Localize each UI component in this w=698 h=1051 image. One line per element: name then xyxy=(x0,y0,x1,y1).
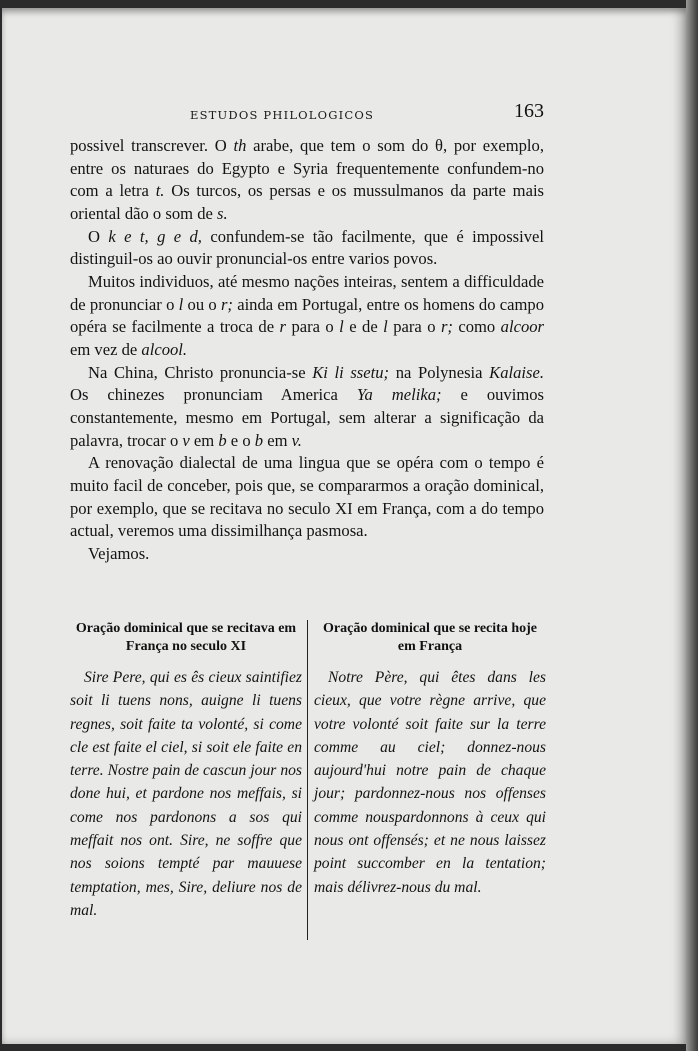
text-segment: Vejamos. xyxy=(88,543,150,563)
italic-term: r; xyxy=(220,294,233,314)
italic-term: l xyxy=(383,317,388,337)
italic-term: alcoor xyxy=(500,317,544,337)
italic-term: b xyxy=(218,430,227,450)
text-segment: A renovação dialectal de uma lingua que se opéra com o tempo é muito facil de conceber, pois que, se compararmos a oração dominical, por exemplo, que se recitava no seculo XI em França, com a do tempo actual, veremos uma dissimilhança pasmosa. xyxy=(70,453,544,541)
page-edge-shadow xyxy=(686,0,698,1051)
page-header xyxy=(70,100,544,124)
left-column-text: Sire Pere, qui es ês cieux saintifiez soit li tuens nons, auigne li tuens regnes, soit faite ta volonté, si come cle est faite el ciel, si soit ele faite en terre. Nostre pain de cascun jour nos done hui, et pardone nos meffais, si come nos pardonons a sos qui meffait nos ont. Sire, ne soffre que nos soions tempté par mauuese temptation, mes, Sire, deliure nos de mal. xyxy=(70,669,302,919)
text-segment: ou o xyxy=(183,294,221,314)
running-head: ESTUDOS PHILOLOGICOS xyxy=(190,108,375,122)
paragraph xyxy=(70,362,544,453)
text-segment: Muitos individuos, até mesmo nações inteiras, sentem a difficuldade de pronunciar o xyxy=(70,271,544,314)
text-segment: e o xyxy=(226,430,255,450)
italic-term: v. xyxy=(291,430,302,450)
book-page xyxy=(2,8,686,1044)
text-segment: em xyxy=(189,430,219,450)
italic-term: Ki li ssetu; xyxy=(312,362,390,382)
italic-term: r xyxy=(279,317,286,337)
text-segment: e ouvimos constantemente, mesmo em Portugal, sem alterar a significação da palavra, trocar o xyxy=(70,385,544,450)
italic-term: alcool. xyxy=(141,339,188,359)
text-segment: em vez de xyxy=(70,339,142,359)
paragraph xyxy=(70,226,544,271)
text-segment: Na China, Christo pronuncia-se xyxy=(88,362,313,382)
parallel-columns xyxy=(70,620,548,950)
body-text xyxy=(70,135,544,565)
text-segment: na Polynesia xyxy=(389,362,490,382)
text-segment: possivel transcrever. O xyxy=(70,136,234,155)
italic-term: th xyxy=(233,136,247,155)
text-segment: para o xyxy=(387,317,441,337)
text-segment: O xyxy=(88,226,109,246)
italic-term: l xyxy=(339,317,344,337)
text-segment: em xyxy=(263,430,292,450)
italic-term: r; xyxy=(440,317,453,337)
paragraph xyxy=(70,452,544,543)
text-segment: Os turcos, os persas e os mussulmanos da parte mais oriental dão o som de xyxy=(70,181,545,223)
paragraph xyxy=(70,271,544,362)
text-segment: e de xyxy=(343,317,384,337)
paragraph xyxy=(70,135,544,226)
text-segment: para o xyxy=(286,317,340,337)
right-column-title: Oração dominical que se recita hoje em França xyxy=(323,621,537,654)
italic-term: l xyxy=(178,294,184,314)
left-column-title: Oração dominical que se recitava em França no seculo XI xyxy=(75,621,297,654)
text-segment: arabe, que tem o som do θ, por exemplo, entre os naturaes do Egypto e Syria frequentemente confundem-no com a letra xyxy=(70,136,544,201)
text-segment: confundem-se tão facilmente, que é impossivel distinguil-os ao ouvir pronuncial-os entre varios povos. xyxy=(70,226,545,269)
text-segment: ainda em Portugal, entre os homens do campo opéra se facilmente a troca de xyxy=(70,294,545,337)
italic-term: s. xyxy=(217,203,228,223)
italic-term: k e t, g e d, xyxy=(108,226,202,246)
italic-term: b xyxy=(254,430,264,450)
italic-term: t. xyxy=(155,181,165,201)
italic-term: Kalaise. xyxy=(489,362,544,382)
column-divider xyxy=(307,620,308,940)
page-number: 163 xyxy=(514,100,544,122)
text-segment: Os chinezes pronunciam America xyxy=(70,385,357,405)
text-segment: como xyxy=(452,317,501,337)
right-column-text: Notre Père, qui êtes dans les cieux, que votre règne arrive, que votre volonté soit faite sur la terre comme au ciel; donnez-nous aujourd'hui notre pain de chaque jour; pardonnez-nous nos offenses comme nouspardonnons à ceux qui nous ont offensés; et ne nous laissez point succomber en la tentation; mais délivrez-nous du mal. xyxy=(314,669,546,896)
italic-term: Ya melika; xyxy=(356,385,442,405)
italic-term: v xyxy=(182,430,190,450)
paragraph xyxy=(70,543,544,566)
left-column xyxy=(70,620,302,922)
right-column xyxy=(314,620,546,899)
